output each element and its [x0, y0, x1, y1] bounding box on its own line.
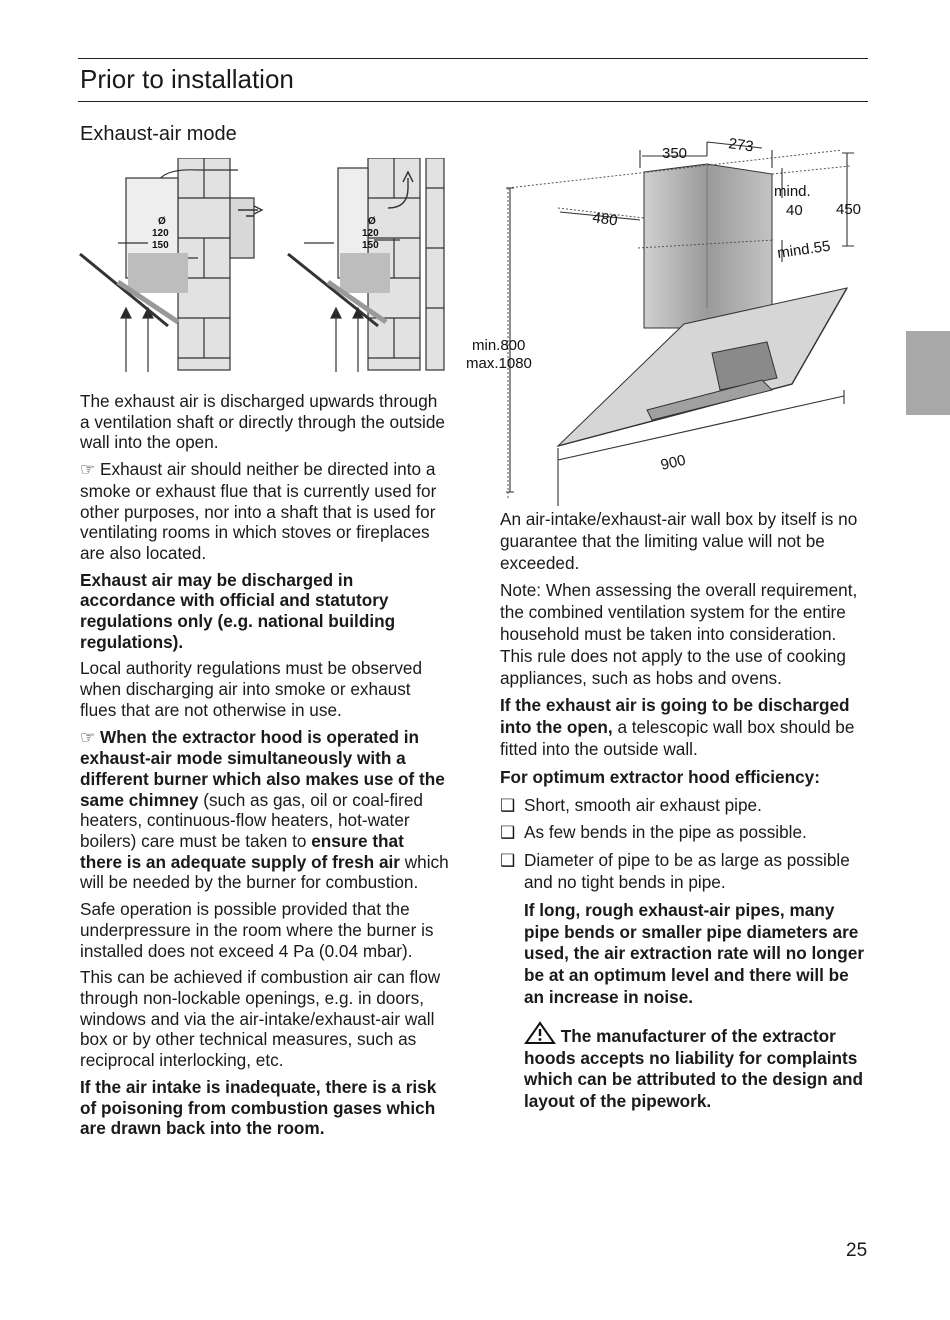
dim-450: 450 — [836, 201, 862, 218]
left-paragraph-5: ☞ When the extractor hood is operated in exhaust-air mode simultaneously with a different burner which also makes use of the same chimney (such as gas, oil or coal-fired heaters, continuous-flow heaters, hot-water boilers) care must be taken to ensure that there is an adequate supply of fresh air which will be needed by the burner for combustion. — [80, 726, 449, 893]
left-paragraph-6: Safe operation is possible provided that the underpressure in the room where the burner is installed does not exceed 4 Pa (0.04 mbar). — [80, 899, 434, 961]
diameter-symbol-2: Ø — [368, 216, 376, 227]
diameter-150-2: 150 — [362, 240, 379, 251]
pointing-hand-icon: ☞ — [80, 727, 96, 747]
right-paragraph-2: Note: When assessing the overall requirement, the combined ventilation system for the entire household must be taken into consideration. This rule does not apply to the use of cooking appliances, such as hobs and ovens. — [500, 580, 858, 688]
page-number: 25 — [846, 1240, 868, 1261]
dim-min800: min.800 — [472, 337, 526, 354]
dim-900: 900 — [659, 451, 688, 474]
diameter-120-2: 120 — [362, 228, 379, 239]
checklist-item-3: ❑ Diameter of pipe to be as large as possible and no tight bends in pipe. — [500, 850, 850, 892]
checkbox-icon: ❑ — [500, 822, 516, 843]
diameter-symbol-1: Ø — [158, 216, 166, 227]
warning-triangle-icon — [524, 1021, 556, 1045]
diameter-150-1: 150 — [152, 240, 169, 251]
dim-273: 273 — [727, 135, 755, 156]
right-paragraph-3: If the exhaust air is going to be discharged into the open, a telescopic wall box should be fitted into the outside wall. — [500, 695, 855, 759]
section-subtitle: Exhaust-air mode — [80, 123, 237, 145]
right-paragraph-4: For optimum extractor hood efficiency: — [500, 766, 820, 787]
exhaust-installation-figure — [78, 158, 446, 372]
page-title: Prior to installation — [80, 64, 294, 94]
checklist-item-1: ❑ Short, smooth air exhaust pipe. — [500, 794, 762, 815]
right-paragraph-1: An air-intake/exhaust-air wall box by itself is no guarantee that the limiting value will not be exceeded. — [500, 509, 858, 573]
left-paragraph-2: ☞ Exhaust air should neither be directed into a smoke or exhaust flue that is currently used for other purposes, nor into a shaft that is used for ventilating rooms in which stoves or fireplaces are also located. — [80, 459, 437, 563]
dim-mind55: mind.55 — [776, 237, 832, 262]
title-rule — [78, 101, 868, 102]
left-paragraph-3: Exhaust air may be discharged in accordance with official and statutory regulations only (e.g. national building regulations). — [80, 569, 396, 652]
left-paragraph-7: This can be achieved if combustion air can flow through non-lockable openings, e.g. in doors, windows and via the air-intake/exhaust-air wall box or by other technical measures, such as reciprocal interlocking, etc. — [80, 967, 441, 1071]
right-paragraph-6: The manufacturer of the extractor hoods accepts no liability for complaints which can be attributed to the design and layout of the pipework. — [524, 1021, 868, 1113]
dim-350: 350 — [662, 145, 688, 162]
left-paragraph-8: If the air intake is inadequate, there is a risk of poisoning from combustion gases which are drawn back into the room. — [80, 1076, 437, 1139]
dim-mind40-a: mind. — [774, 183, 811, 200]
section-tab-marker — [906, 331, 950, 415]
top-rule — [78, 58, 868, 59]
left-paragraph-4: Local authority regulations must be observed when discharging air into smoke or exhaust flues that are not otherwise in use. — [80, 658, 423, 720]
checklist-item-2: ❑ As few bends in the pipe as possible. — [500, 822, 807, 843]
dim-480: 480 — [591, 209, 619, 230]
right-column — [500, 509, 868, 1119]
hood-dimension-figure — [462, 128, 874, 512]
checkbox-icon: ❑ — [500, 794, 516, 815]
right-paragraph-5: If long, rough exhaust-air pipes, many pipe bends or smaller pipe diameters are used, the air extraction rate will no longer be at an optimum level and there will be an increase in noise. — [524, 899, 865, 1007]
dim-max1080: max.1080 — [466, 355, 532, 372]
dim-mind40-b: 40 — [786, 202, 803, 219]
checkbox-icon: ❑ — [500, 850, 516, 871]
diameter-120-1: 120 — [152, 228, 169, 239]
left-column — [80, 391, 450, 1145]
left-paragraph-1: The exhaust air is discharged upwards through a ventilation shaft or directly through the outside wall into the open. — [80, 391, 445, 453]
pointing-hand-icon: ☞ — [80, 460, 96, 480]
